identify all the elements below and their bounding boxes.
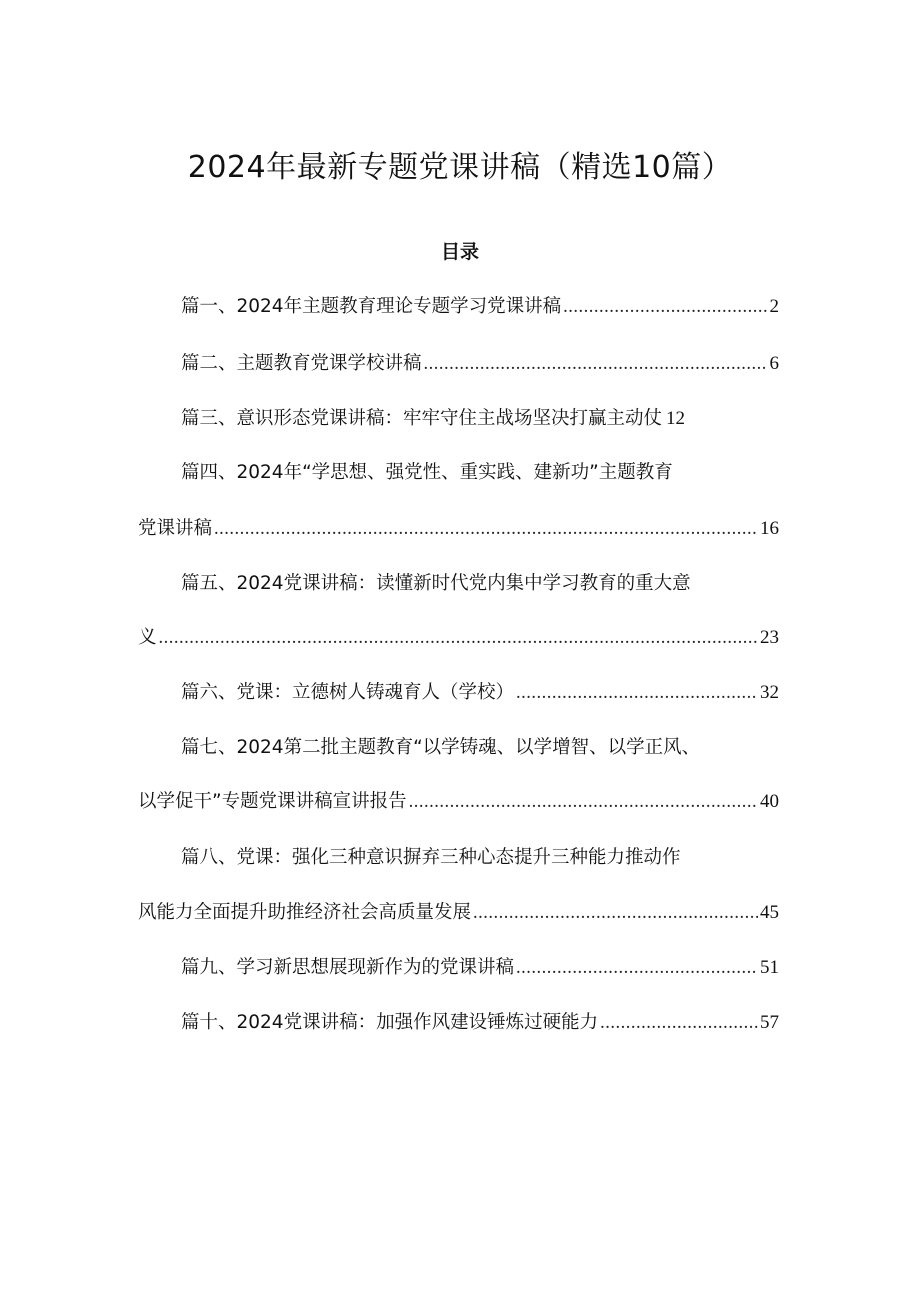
- toc-heading: 目录: [440, 241, 479, 263]
- toc-entry-title: 篇四、2024年“学思想、强党性、重实践、建新功”主题教育: [181, 462, 673, 483]
- document-title: 2024年最新专题党课讲稿（精选10篇）: [187, 150, 733, 185]
- toc-entry-3[interactable]: [181, 404, 779, 434]
- toc-page-number: 45: [760, 902, 779, 923]
- toc-entry-7-continuation[interactable]: [138, 787, 779, 817]
- toc-entry-6[interactable]: [181, 678, 779, 708]
- toc-entry-1[interactable]: [181, 292, 779, 322]
- toc-entry-title-continuation: 义: [138, 627, 157, 648]
- toc-entry-title: 篇十、2024党课讲稿：加强作风建设锤炼过硬能力: [181, 1012, 599, 1033]
- toc-entry-9[interactable]: [181, 953, 779, 983]
- toc-page-number: 2: [769, 296, 779, 317]
- toc-entry-10[interactable]: [181, 1008, 779, 1038]
- toc-leader-dots: [159, 623, 758, 653]
- toc-entry-title: 篇一、2024年主题教育理论专题学习党课讲稿: [181, 296, 562, 317]
- toc-entry-title: 篇二、主题教育党课学校讲稿: [181, 353, 422, 374]
- toc-entry-title: 篇七、2024第二批主题教育“以学铸魂、以学增智、以学正风、: [181, 737, 701, 758]
- toc-leader-dots: [473, 898, 758, 928]
- toc-entry-title-continuation: 以学促干”专题党课讲稿宣讲报告: [138, 791, 407, 812]
- toc-page-number: 6: [769, 353, 779, 374]
- toc-entry-7[interactable]: [181, 733, 779, 763]
- toc-entry-title-continuation: 党课讲稿: [138, 518, 213, 539]
- toc-page-number: 16: [760, 518, 779, 539]
- toc-page-number: 32: [760, 682, 779, 703]
- toc-leader-dots: [600, 1008, 758, 1038]
- toc-entry-title: 篇六、党课：立德树人铸魂育人（学校）: [181, 682, 515, 703]
- toc-leader-dots: [563, 292, 767, 322]
- toc-entry-title: 篇三、意识形态党课讲稿：牢牢守住主战场坚决打赢主动仗: [181, 408, 663, 429]
- toc-entry-title: 篇八、党课：强化三种意识摒弃三种心态提升三种能力推动作: [181, 847, 681, 868]
- toc-leader-dots: [214, 514, 758, 544]
- toc-leader-dots: [516, 678, 758, 708]
- toc-entry-5[interactable]: [181, 569, 779, 599]
- toc-entry-5-continuation[interactable]: [138, 623, 779, 653]
- toc-entry-4[interactable]: [181, 458, 779, 488]
- toc-leader-dots: [424, 349, 768, 379]
- toc-page-number: 40: [760, 791, 779, 812]
- toc-page-number: 12: [666, 408, 686, 429]
- toc-page-number: 57: [760, 1012, 779, 1033]
- toc-leader-dots: [409, 787, 758, 817]
- toc-entry-4-continuation[interactable]: [138, 514, 779, 544]
- toc-entry-title: 篇五、2024党课讲稿：读懂新时代党内集中学习教育的重大意: [181, 573, 691, 594]
- toc-entry-title-continuation: 风能力全面提升助推经济社会高质量发展: [138, 902, 472, 923]
- toc-page-number: 51: [760, 957, 779, 978]
- toc-page-number: 23: [760, 627, 779, 648]
- toc-entry-8[interactable]: [181, 843, 779, 873]
- toc-entry-2[interactable]: [181, 349, 779, 379]
- toc-entry-8-continuation[interactable]: [138, 898, 779, 928]
- toc-leader-dots: [516, 953, 758, 983]
- toc-entry-title: 篇九、学习新思想展现新作为的党课讲稿: [181, 957, 515, 978]
